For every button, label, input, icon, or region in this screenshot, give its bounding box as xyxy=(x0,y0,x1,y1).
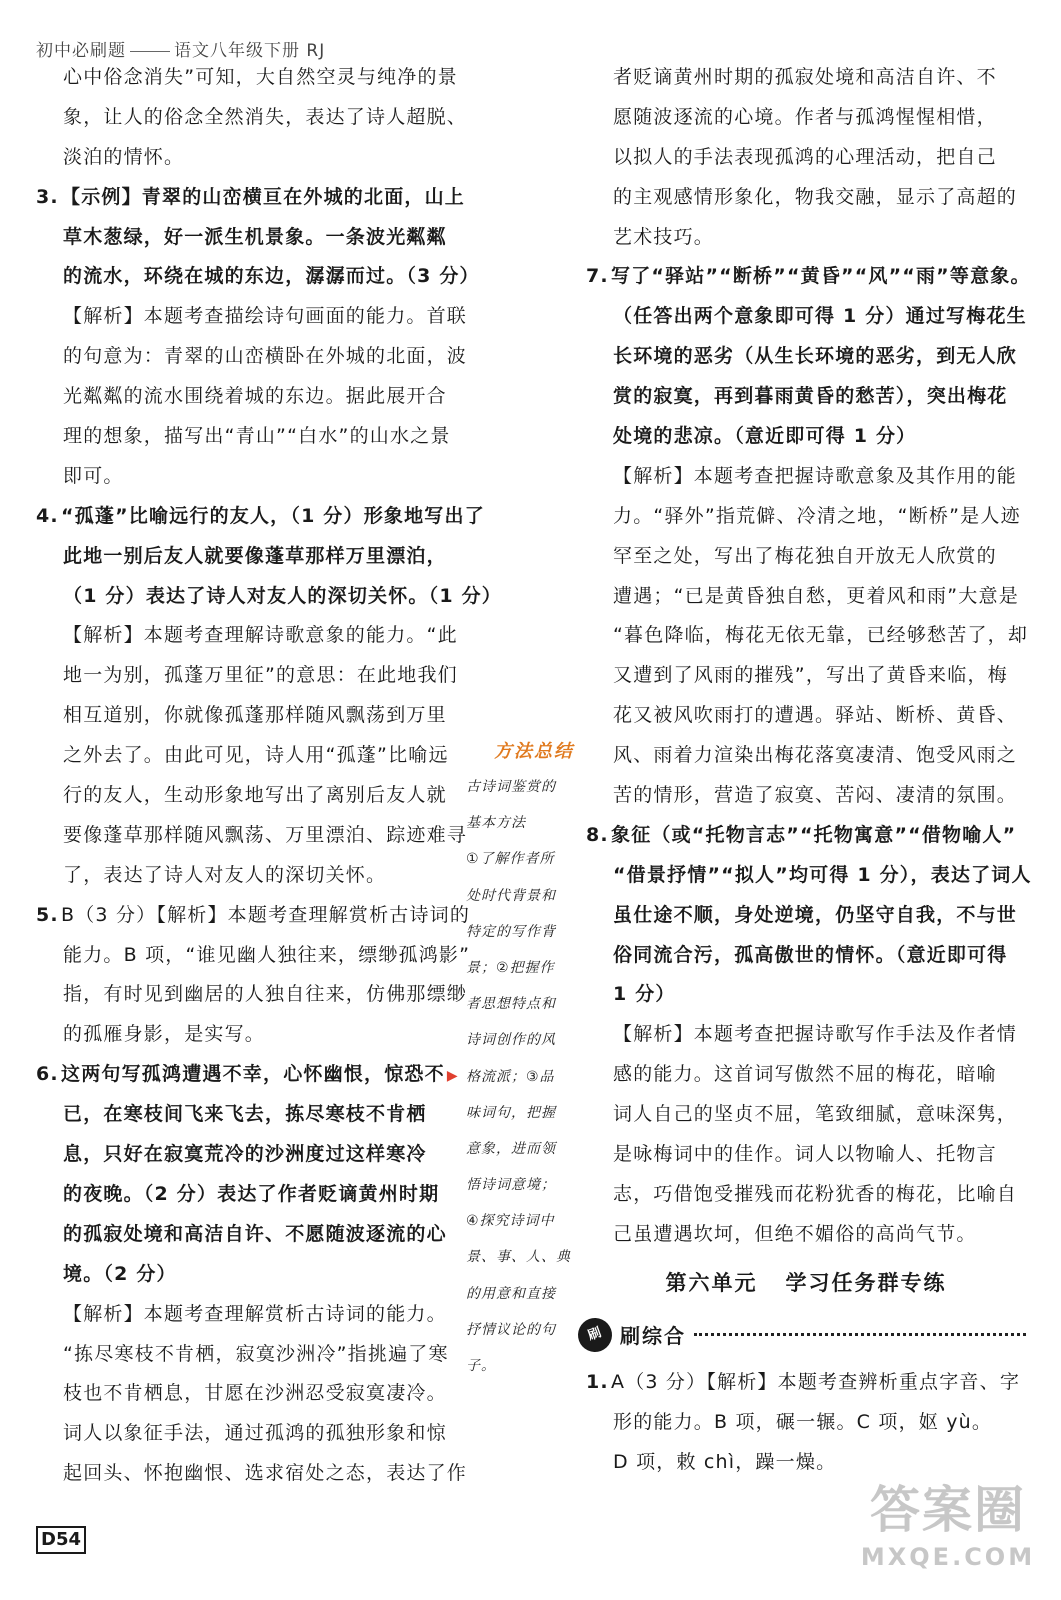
sidebar-line: ①了解作者所 xyxy=(466,851,555,868)
question-number: 6. xyxy=(36,1063,59,1086)
text-line xyxy=(36,58,466,98)
unit-title xyxy=(586,1261,1026,1305)
line-text: 【解析】本题考查理解赏析古诗词的能力。 xyxy=(63,1302,447,1325)
line-text: 形的能力。B 项，碾一辗。C 项，妪 yù。 xyxy=(613,1410,993,1433)
pointer-arrow-icon: ▶ xyxy=(446,1068,459,1085)
text-line xyxy=(36,1095,466,1135)
text-line xyxy=(586,616,1029,656)
right-column-answers-2 xyxy=(586,1363,1026,1483)
sidebar-line: ④探究诗词中 xyxy=(466,1213,555,1230)
text-line xyxy=(36,616,466,656)
line-text: 处境的悲凉。（意近即可得 1 分） xyxy=(613,425,917,448)
line-text: 要像蓬草那样随风飘荡、万里漂泊、踪迹难寻 xyxy=(63,823,468,846)
text-line xyxy=(36,1015,466,1055)
text-line xyxy=(586,975,1026,1015)
text-line xyxy=(586,218,1026,258)
right-column xyxy=(586,58,1032,1482)
sidebar-line: 景；②把握作 xyxy=(466,959,555,976)
text-line xyxy=(36,856,466,896)
line-text: 力。“驿外”指荒僻、冷清之地，“断桥”是人迹 xyxy=(613,504,1021,527)
line-text: 的孤寂处境和高洁自许、不愿随波逐流的心 xyxy=(63,1222,447,1245)
line-text: 遭遇；“已是黄昏独自愁，更着风和雨”大意是 xyxy=(613,584,1019,607)
line-text: 象征（或“托物言志”“托物寓意”“借物喻人” xyxy=(611,823,1017,846)
sidebar-line: 悟诗词意境； xyxy=(466,1177,556,1194)
line-text: 【解析】本题考查理解诗歌意象的能力。“此 xyxy=(63,624,458,647)
line-text: 词人以象征手法，通过孤鸿的孤独形象和惊 xyxy=(63,1422,447,1445)
line-text: 能力。B 项，“谁见幽人独往来，缥缈孤鸿影” xyxy=(63,943,471,966)
text-line xyxy=(36,736,466,776)
text-line xyxy=(36,1255,466,1295)
line-text: 的孤雁身影，是实写。 xyxy=(63,1023,266,1046)
sidebar-line: 景、事、人、典 xyxy=(466,1249,571,1266)
text-line xyxy=(36,975,466,1015)
text-line xyxy=(586,138,1026,178)
sidebar-line: 味词句，把握 xyxy=(466,1104,556,1121)
text-line xyxy=(586,297,1026,337)
text-line xyxy=(586,816,1026,856)
text-line xyxy=(586,856,1032,896)
text-line xyxy=(36,577,502,617)
text-line xyxy=(36,178,466,218)
line-text: （任答出两个意象即可得 1 分）通过写梅花生 xyxy=(613,305,1027,328)
text-line xyxy=(586,696,1026,736)
section-label: 刷综合 xyxy=(620,1324,686,1349)
sidebar-line: 诗词创作的风 xyxy=(466,1032,556,1049)
header-subject: 语文八年级下册 RJ xyxy=(174,41,326,61)
line-text: 已，在寒枝间飞来飞去，拣尽寒枝不肯栖 xyxy=(63,1103,427,1126)
sidebar-line: 基本方法 xyxy=(466,815,526,832)
line-text: 词人自己的坚贞不屈，笔致细腻，意味深隽， xyxy=(613,1103,1018,1126)
watermark-url: MXQE.COM xyxy=(860,1543,1036,1571)
question-number: 7. xyxy=(586,265,609,288)
text-line xyxy=(586,1363,1026,1403)
text-line xyxy=(36,696,466,736)
line-text: 1 分） xyxy=(613,983,676,1006)
text-line xyxy=(586,457,1026,497)
line-text: 息，只好在寂寞荒冷的沙洲度过这样寒冷 xyxy=(63,1143,427,1166)
right-column-answers xyxy=(586,58,1032,1255)
header-separator xyxy=(130,51,170,52)
text-line xyxy=(36,218,466,258)
line-text: 的句意为：青翠的山峦横卧在外城的北面，波 xyxy=(63,345,468,368)
line-text: 感的能力。这首词写傲然不屈的梅花，暗喻 xyxy=(613,1063,997,1086)
unit-subtitle: 学习任务群专练 xyxy=(785,1270,947,1295)
text-line xyxy=(586,1095,1026,1135)
line-text: 心中俗念消失”可知，大自然空灵与纯净的景 xyxy=(63,66,458,88)
text-line xyxy=(586,417,1026,457)
text-line xyxy=(36,1335,466,1375)
line-text: 此地一别后友人就要像蓬草那样万里漂泊， xyxy=(63,544,447,567)
text-line xyxy=(586,58,1026,98)
question-number: 8. xyxy=(586,823,609,846)
line-text: 【示例】青翠的山峦横亘在外城的北面，山上 xyxy=(61,185,466,208)
line-text: 写了“驿站”“断桥”“黄昏”“风”“雨”等意象。 xyxy=(611,265,1031,288)
text-line xyxy=(36,1414,466,1454)
line-text: 虽仕途不顺，身处逆境，仍坚守自我，不与世 xyxy=(613,903,1018,926)
line-text: B（3 分）【解析】本题考查理解赏析古诗词的 xyxy=(61,903,471,926)
unit-number: 第六单元 xyxy=(665,1270,758,1295)
text-line xyxy=(36,816,466,856)
text-line xyxy=(586,936,1026,976)
line-text: 地一为别，孤蓬万里征”的意思：在此地我们 xyxy=(63,664,458,687)
line-text: 之外去了。由此可见，诗人用“孤蓬”比喻远 xyxy=(63,744,449,767)
text-line xyxy=(36,1215,466,1255)
line-text: 是咏梅词中的佳作。词人以物喻人、托物言 xyxy=(613,1143,997,1166)
line-text: “拣尽寒枝不肯栖，寂寞沙洲冷”指挑遍了寒 xyxy=(63,1342,449,1365)
text-line xyxy=(586,1175,1026,1215)
line-text: 苦的情形，营造了寂寞、苦闷、凄清的氛围。 xyxy=(613,784,1018,807)
question-number: 4. xyxy=(36,504,59,527)
text-line xyxy=(586,776,1026,816)
text-line xyxy=(586,497,1026,537)
sidebar-line: 格流派；③品 xyxy=(466,1068,555,1085)
text-line xyxy=(586,178,1026,218)
header-book: 初中必刷题 xyxy=(36,41,126,61)
line-text: D 项，敕 chì，躁一燥。 xyxy=(613,1450,837,1473)
text-line xyxy=(36,776,466,816)
text-line xyxy=(586,656,1026,696)
text-line xyxy=(586,1135,1026,1175)
line-text: 境。（2 分） xyxy=(63,1262,177,1285)
text-line xyxy=(586,537,1026,577)
line-text: 艺术技巧。 xyxy=(613,225,715,248)
text-line xyxy=(36,377,466,417)
line-text: 风、雨着力渲染出梅花落寞凄清、饱受风雨之 xyxy=(613,744,1018,767)
text-line xyxy=(36,896,471,936)
section-badge-icon: 刷 xyxy=(573,1313,617,1357)
section-dotted-rule xyxy=(694,1333,1026,1336)
line-text: 花又被风吹雨打的遭遇。驿站、断桥、黄昏、 xyxy=(613,704,1018,727)
line-text: 【解析】本题考查把握诗歌意象及其作用的能 xyxy=(613,464,1018,487)
watermark-logo xyxy=(853,1478,1043,1590)
line-text: A（3 分）【解析】本题考查辨析重点字音、字 xyxy=(611,1370,1021,1393)
text-line xyxy=(36,1135,466,1175)
text-line xyxy=(586,896,1026,936)
line-text: 的主观感情形象化，物我交融，显示了高超的 xyxy=(613,185,1018,208)
line-text: 己虽遭遇坎坷，但绝不媚俗的高尚气节。 xyxy=(613,1222,977,1245)
line-text: 了，表达了诗人对友人的深切关怀。 xyxy=(63,863,387,886)
sidebar-title: 方法总结 xyxy=(494,741,574,762)
sidebar-line: 特定的写作背 xyxy=(466,923,556,940)
line-text: 的流水，环绕在城的东边，潺潺而过。（3 分） xyxy=(63,265,480,288)
text-line xyxy=(36,1295,466,1335)
sidebar-line: 古诗词鉴赏的 xyxy=(466,779,556,795)
text-line xyxy=(586,337,1026,377)
sidebar-lines xyxy=(466,769,578,1384)
line-text: 起回头、怀抱幽恨、选求宿处之态，表达了作 xyxy=(63,1462,468,1485)
page-number: D54 xyxy=(36,1526,86,1554)
line-text: 相互道别，你就像孤蓬那样随风飘荡到万里 xyxy=(63,704,447,727)
text-line xyxy=(36,656,466,696)
line-text: （1 分）表达了诗人对友人的深切关怀。（1 分） xyxy=(63,584,502,607)
section-header xyxy=(578,1313,1026,1357)
text-line xyxy=(36,257,480,297)
text-line xyxy=(586,377,1026,417)
text-line xyxy=(36,1374,466,1414)
text-line xyxy=(36,337,466,377)
line-text: 俗同流合污，孤高傲世的情怀。（意近即可得 xyxy=(613,943,1008,966)
line-text: 光粼粼的流水围绕着城的东边。据此展开合 xyxy=(63,385,447,408)
line-text: 又遭到了风雨的摧残”，写出了黄昏来临，梅 xyxy=(613,664,1008,687)
question-number: 3. xyxy=(36,185,59,208)
text-line xyxy=(586,1443,1026,1483)
text-line xyxy=(586,577,1026,617)
sidebar-line: 意象，进而领 xyxy=(466,1140,556,1157)
text-line xyxy=(36,1055,466,1095)
text-line xyxy=(586,98,1026,138)
text-line xyxy=(586,1055,1026,1095)
line-text: “借景抒情”“拟人”均可得 1 分），表达了词人 xyxy=(613,863,1032,886)
line-text: 愿随波逐流的心境。作者与孤鸿惺惺相惜， xyxy=(613,105,997,128)
watermark-text: 答案圈 xyxy=(870,1481,1026,1539)
line-text: 罕至之处，写出了梅花独自开放无人欣赏的 xyxy=(613,544,997,567)
line-text: 以拟人的手法表现孤鸿的心理活动，把自己 xyxy=(613,145,997,168)
sidebar-line: 子。 xyxy=(466,1358,496,1374)
line-text: 草木葱绿，好一派生机景象。一条波光粼粼 xyxy=(63,225,447,248)
line-text: 【解析】本题考查描绘诗句画面的能力。首联 xyxy=(63,305,468,328)
line-text: 枝也不肯栖息，甘愿在沙洲忍受寂寞凄冷。 xyxy=(63,1382,447,1405)
question-number: 1. xyxy=(586,1370,609,1393)
line-text: 志，巧借饱受摧残而花粉犹香的梅花，比喻自 xyxy=(613,1182,1018,1205)
sidebar-line: 的用意和直接 xyxy=(466,1285,556,1302)
question-number: 5. xyxy=(36,903,59,926)
text-line xyxy=(36,497,485,537)
text-line xyxy=(36,1175,466,1215)
line-text: 赏的寂寞，再到暮雨黄昏的愁苦），突出梅花 xyxy=(613,385,1008,408)
line-text: 淡泊的情怀。 xyxy=(63,145,185,168)
sidebar-line: 者思想特点和 xyxy=(466,996,556,1013)
text-line xyxy=(36,417,466,457)
text-line xyxy=(586,1015,1026,1055)
line-text: 【解析】本题考查把握诗歌写作手法及作者情 xyxy=(613,1023,1018,1046)
text-line xyxy=(586,1215,1026,1255)
line-text: 指，有时见到幽居的人独自往来，仿佛那缥缈 xyxy=(63,983,468,1006)
text-line xyxy=(36,537,466,577)
text-line xyxy=(36,936,471,976)
line-text: 行的友人，生动形象地写出了离别后友人就 xyxy=(63,784,447,807)
line-text: 象，让人的俗念全然消失，表达了诗人超脱、 xyxy=(63,105,468,128)
method-summary-sidebar xyxy=(466,735,578,1384)
text-line xyxy=(586,736,1026,776)
line-text: 的夜晚。（2 分）表达了作者贬谪黄州时期 xyxy=(63,1182,440,1205)
line-text: 长环境的恶劣（从生长环境的恶劣，到无人欣 xyxy=(613,345,1018,368)
text-line xyxy=(586,257,1031,297)
line-text: 者贬谪黄州时期的孤寂处境和高洁自许、不 xyxy=(613,66,997,88)
line-text: 即可。 xyxy=(63,464,124,487)
sidebar-line: 处时代背景和 xyxy=(466,887,556,904)
line-text: “孤蓬”比喻远行的友人，（1 分）形象地写出了 xyxy=(61,504,485,527)
text-line xyxy=(36,297,466,337)
text-line xyxy=(36,138,466,178)
text-line xyxy=(586,1403,1026,1443)
text-line xyxy=(36,98,466,138)
line-text: “暮色降临，梅花无依无靠，已经够愁苦了，却 xyxy=(613,624,1029,647)
line-text: 理的想象，描写出“青山”“白水”的山水之景 xyxy=(63,425,451,448)
text-line xyxy=(36,457,466,497)
text-line xyxy=(36,1454,466,1494)
sidebar-line: 抒情议论的句 xyxy=(466,1321,556,1338)
line-text: 这两句写孤鸿遭遇不幸，心怀幽恨，惊恐不 xyxy=(61,1063,445,1086)
